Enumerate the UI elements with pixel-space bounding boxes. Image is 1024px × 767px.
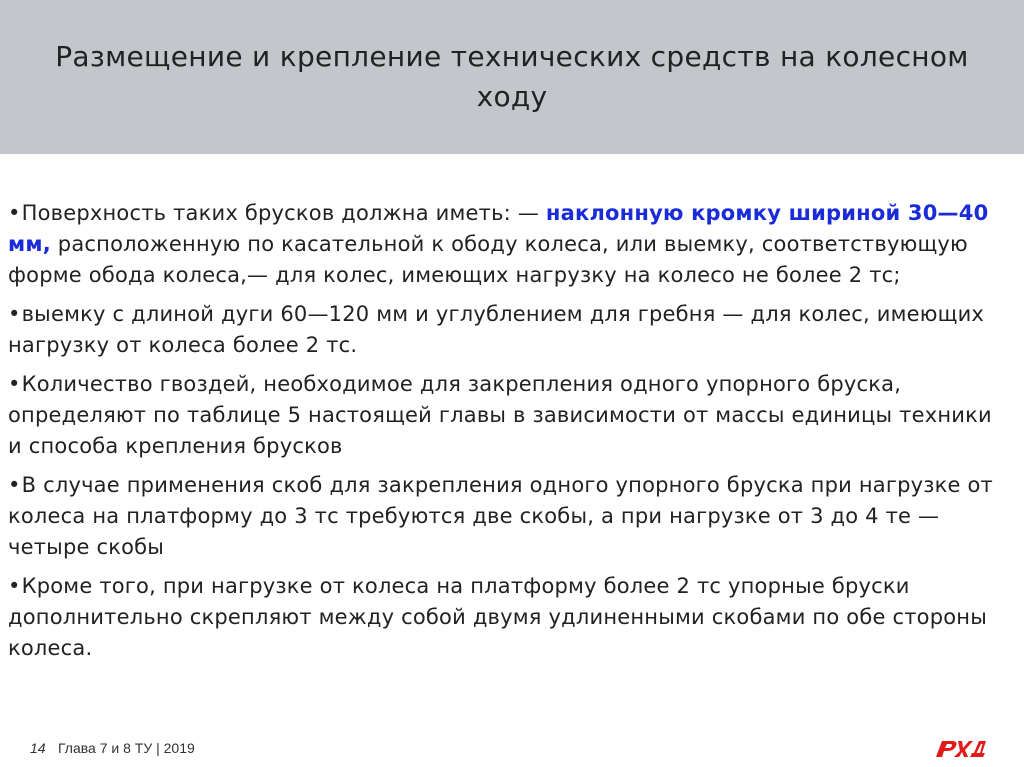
- bullet-text: Количество гвоздей, необходимое для закрепления одного упорного бруска, определяют по таблице 5 настоящей главы в зависимости от массы единицы техники и способа крепления брусков: [8, 372, 992, 458]
- bullet-item: [8, 369, 1008, 462]
- bullet-mark: •: [8, 372, 21, 396]
- bullet-text: Поверхность таких брусков должна иметь: —: [21, 201, 546, 225]
- rzd-logo-icon: [932, 735, 990, 761]
- bullet-mark: •: [8, 201, 21, 225]
- bullet-highlight: наклонную кромку шириной 30—40 мм,: [8, 201, 989, 256]
- bullet-item: [8, 571, 1008, 664]
- bullet-mark: •: [8, 473, 21, 497]
- bullet-item: [8, 198, 1008, 291]
- chapter-label: Глава 7 и 8 ТУ | 2019: [58, 740, 195, 756]
- page-number: 14: [30, 740, 46, 756]
- bullet-text: расположенную по касательной к ободу колеса, или выемку, соответствующую форме обода колеса,— для колес, имеющих нагрузку на колесо не более 2 тс;: [8, 232, 968, 287]
- bullet-item: [8, 470, 1008, 563]
- slide-title: Размещение и крепление технических средств на колесном ходу: [55, 40, 969, 113]
- bullet-text: выемку с длиной дуги 60—120 мм и углублением для гребня — для колес, имеющих нагрузку от колеса более 2 тс.: [8, 302, 985, 357]
- slide-header: [0, 0, 1024, 154]
- bullet-mark: •: [8, 574, 21, 598]
- slide-body: [8, 198, 1008, 698]
- bullet-mark: •: [8, 302, 21, 326]
- slide-footer: [0, 735, 1024, 767]
- bullet-text: Кроме того, при нагрузке от колеса на платформу более 2 тс упорные бруски дополнительно скрепляют между собой двумя удлиненными скобами по обе стороны колеса.: [8, 574, 987, 660]
- bullet-item: [8, 299, 1008, 361]
- bullet-text: В случае применения скоб для закрепления одного упорного бруска при нагрузке от колеса на платформу до 3 тс требуются две скобы, а при нагрузке от 3 до 4 те — четыре скобы: [8, 473, 993, 559]
